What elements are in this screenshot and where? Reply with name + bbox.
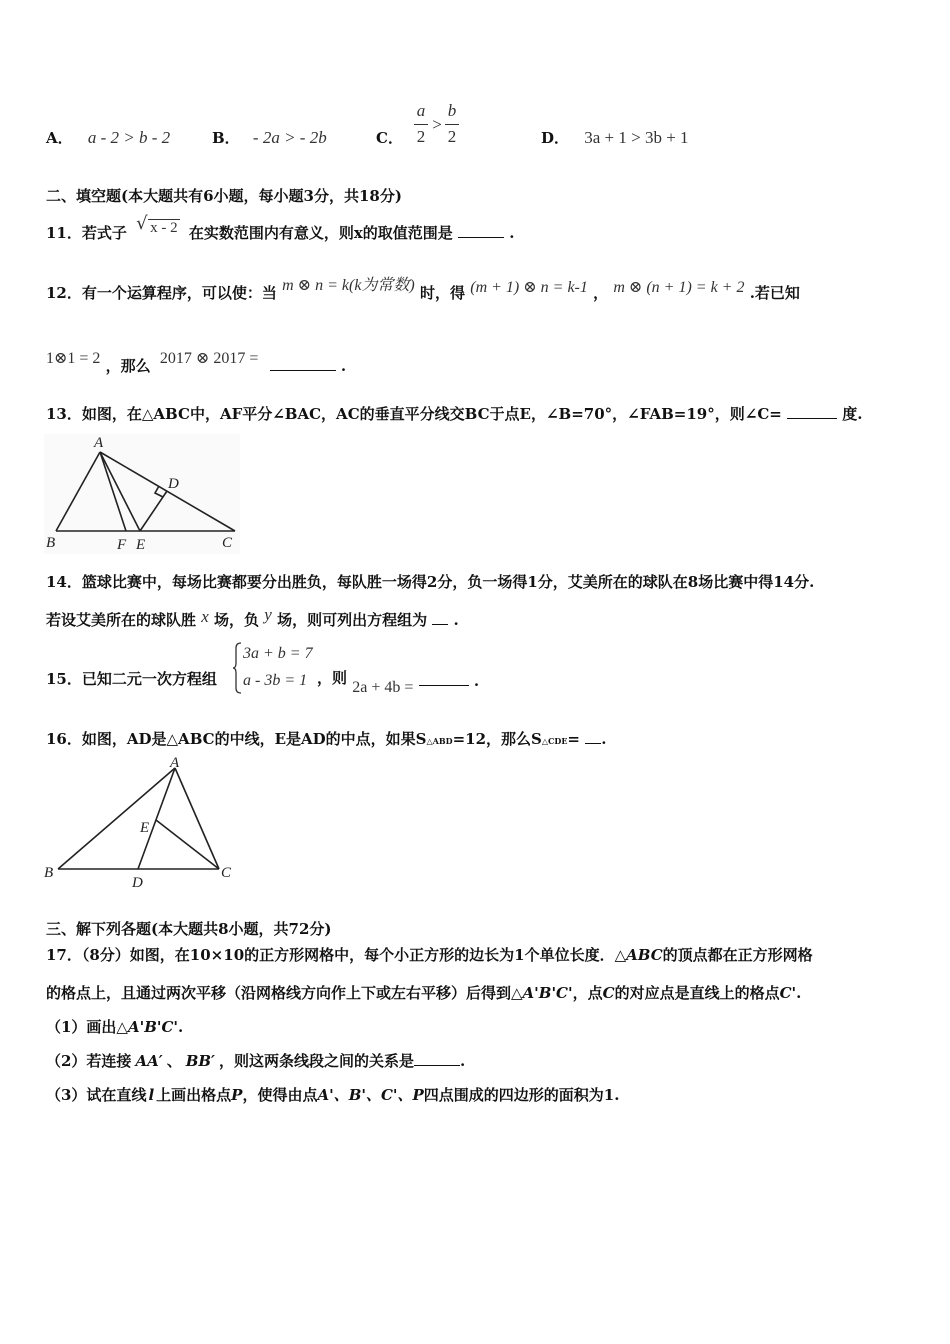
- q12-end: .: [340, 357, 347, 375]
- q17-p1-tri: A'B'C': [127, 1018, 179, 1036]
- q11-radicand: x - 2: [150, 220, 178, 236]
- q16-segment-ec: [156, 820, 219, 869]
- q17-p3-pts: A'、B'、C'、P: [317, 1086, 424, 1104]
- q15-prefix: 15．已知二元一次方程组: [46, 670, 217, 688]
- q17-p3-b: 上画出格点: [156, 1086, 232, 1104]
- q10-option-c-num-b: b: [447, 101, 457, 120]
- q12-answer-blank[interactable]: [270, 356, 336, 371]
- q12-expr5: 2017 ⊗ 2017 =: [159, 350, 259, 367]
- q17-part2: [46, 1051, 465, 1071]
- q17-p3-d: 四点围成的四边形的面积为1.: [423, 1086, 620, 1104]
- q17-p1-b: .: [178, 1018, 184, 1036]
- q12-expr2: (m + 1) ⊗ n = k-1: [470, 279, 588, 296]
- q15-eq2: a - 3b = 1: [243, 672, 308, 689]
- q11-suffix: 在实数范围内有意义，则x的取值范围是: [188, 224, 453, 242]
- q14-end: .: [453, 611, 459, 629]
- q16-mid: =12，那么S: [452, 730, 542, 748]
- q14-line2-c: 场，则可列出方程组为: [277, 611, 428, 629]
- q13-label-d: D: [168, 476, 179, 492]
- q10-option-c-label: C．: [376, 129, 403, 147]
- q10-option-a-expr: a - 2 > b - 2: [87, 128, 171, 147]
- q10-option-a-label: A．: [46, 129, 73, 147]
- q13-end: 度.: [842, 405, 863, 423]
- q11-end: .: [509, 224, 515, 242]
- q16-figure: [42, 756, 242, 888]
- q16-line: [46, 729, 606, 751]
- q12-prefix: 12．有一个运算程序，可以使：当: [46, 284, 277, 302]
- section3-title: 三、解下列各题(本大题共8小题，共72分): [46, 920, 332, 938]
- q14-line2-b: 场，负: [214, 611, 260, 629]
- q16-label-b: B: [44, 865, 54, 881]
- q11-prefix: 11．若式子: [46, 224, 127, 242]
- q10-option-b-expr: - 2a > - 2b: [252, 128, 327, 147]
- q13-figure: [44, 434, 240, 554]
- section2-title: 二、填空题(本大题共有6小题，每小题3分，共18分): [46, 187, 402, 205]
- q10-option-c-bar-b: [445, 124, 459, 125]
- q17-p2-answer-blank[interactable]: [414, 1051, 460, 1066]
- q16-label-e: E: [140, 820, 150, 836]
- q17-p3-a: （3）试在直线: [46, 1086, 147, 1104]
- q16-label-a: A: [170, 756, 180, 771]
- q10-option-d-label: D．: [541, 129, 570, 147]
- q17-p1-a: （1）画出△: [46, 1018, 128, 1036]
- q12-mid1: 时，得: [419, 284, 465, 302]
- sqrt-icon: √: [136, 213, 148, 234]
- q14-var-y: y: [264, 605, 272, 624]
- q12-mid2: ，那么: [105, 357, 151, 375]
- q17-line2-f: .: [796, 984, 802, 1002]
- q13-label-f: F: [117, 537, 127, 553]
- q16-side-ac: [175, 768, 219, 869]
- q16-side-ab: [58, 768, 175, 869]
- q13-label-c: C: [222, 535, 233, 551]
- q14-line1: 14．篮球比赛中，每场比赛都要分出胜负，每队胜一场得2分，负一场得1分，艾美所在的球队在8场比赛中得14分.: [46, 573, 815, 591]
- q13-answer-blank[interactable]: [787, 404, 837, 419]
- q16-label-c: C: [221, 865, 232, 881]
- q11-line: [46, 213, 515, 244]
- q11-answer-blank[interactable]: [458, 223, 504, 238]
- q13-text: 13．如图，在△ABC中，AF平分∠BAC，AC的垂直平分线交BC于点E，∠B=70°，∠FAB=19°，则∠C=: [46, 405, 782, 423]
- q12-line2: [46, 350, 347, 377]
- q17-p2-end: .: [460, 1052, 466, 1070]
- q17-p2-sep: 、: [166, 1052, 182, 1070]
- q15-expr: 2a + 4b =: [352, 679, 414, 696]
- q17-p2-aa: AA′: [135, 1052, 163, 1070]
- q11-radical: [136, 213, 180, 238]
- q12-sep: ，: [593, 284, 609, 302]
- q16-text: 16．如图，AD是△ABC的中线，E是AD的中点，如果S: [46, 730, 427, 748]
- q16-sub2: △CDE: [541, 736, 568, 746]
- q10-option-d: [541, 128, 689, 148]
- q14-var-x: x: [201, 607, 209, 626]
- q17-p3-l: l: [148, 1086, 155, 1104]
- q10-option-b: [212, 128, 327, 148]
- q17-p2-b: ，则这两条线段之间的关系是: [219, 1052, 415, 1070]
- q12-suffix: .若已知: [749, 284, 800, 302]
- q16-answer-blank[interactable]: [585, 729, 601, 744]
- q10-option-c-den-a: 2: [416, 127, 426, 146]
- q17-p3-p: P: [231, 1086, 243, 1104]
- q16-sub1: △ABD: [426, 736, 453, 746]
- q17-line1-a: 17．（8分）如图，在10×10的正方形网格中，每个小正方形的边长为1个单位长度．△: [46, 946, 627, 964]
- q17-line2-tri: A'B'C': [522, 984, 573, 1002]
- q12-expr3: m ⊗ (n + 1) = k + 2: [613, 279, 745, 296]
- q15-brace-icon: [232, 642, 242, 694]
- q12-expr4: 1⊗1 = 2: [46, 350, 101, 367]
- q17-line1-abc: ABC: [626, 946, 663, 964]
- q17-part1: [46, 1017, 183, 1037]
- q13-label-e: E: [136, 537, 146, 553]
- q15-answer-blank[interactable]: [419, 671, 469, 686]
- q10-option-c-den-b: 2: [447, 127, 457, 146]
- q15-eq1: 3a + b = 7: [243, 645, 313, 662]
- q17-line1-b: 的顶点都在正方形网格: [662, 946, 813, 964]
- q14-line2: [46, 605, 459, 630]
- q17-p2-a: （2）若连接: [46, 1052, 132, 1070]
- q17-line2-d: 的对应点是直线上的格点: [614, 984, 780, 1002]
- q12-line1: [46, 277, 800, 304]
- q16-eq: =: [567, 730, 580, 748]
- q17-line2: [46, 983, 801, 1003]
- q17-line2-e: C': [779, 984, 797, 1002]
- q17-line2-b: ，点: [572, 984, 603, 1002]
- q13-label-b: B: [46, 535, 56, 551]
- q16-end: .: [601, 730, 607, 748]
- q10-option-d-expr: 3a + 1 > 3b + 1: [584, 128, 689, 147]
- q17-line1: [46, 945, 813, 965]
- q10-option-c-bar-a: [414, 124, 428, 125]
- q17-part3: [46, 1085, 619, 1105]
- q13-label-a: A: [94, 435, 104, 451]
- q17-line2-a: 的格点上，且通过两次平移（沿网格线方向作上下或左右平移）后得到△: [46, 984, 523, 1002]
- q10-option-c-num-a: a: [416, 101, 426, 120]
- q15-mid: ，则: [317, 669, 348, 687]
- q13-line: [46, 404, 863, 424]
- q15-end: .: [473, 672, 480, 690]
- q10-option-b-label: B．: [212, 129, 240, 147]
- q10-option-a: [46, 128, 170, 148]
- q15-rest: [317, 669, 480, 696]
- q14-line2-a: 若设艾美所在的球队胜: [46, 611, 197, 629]
- q17-p2-bb: BB′: [185, 1052, 216, 1070]
- q17-p3-c: ，使得由点: [242, 1086, 318, 1104]
- q10-option-c-gt: >: [432, 115, 442, 134]
- q12-expr1: m ⊗ n = k(k为常数): [282, 277, 415, 294]
- q14-answer-blank[interactable]: [432, 610, 448, 625]
- q17-line2-c: C: [602, 984, 615, 1002]
- q16-label-d: D: [132, 875, 143, 888]
- q13-figure-bg: [44, 434, 240, 554]
